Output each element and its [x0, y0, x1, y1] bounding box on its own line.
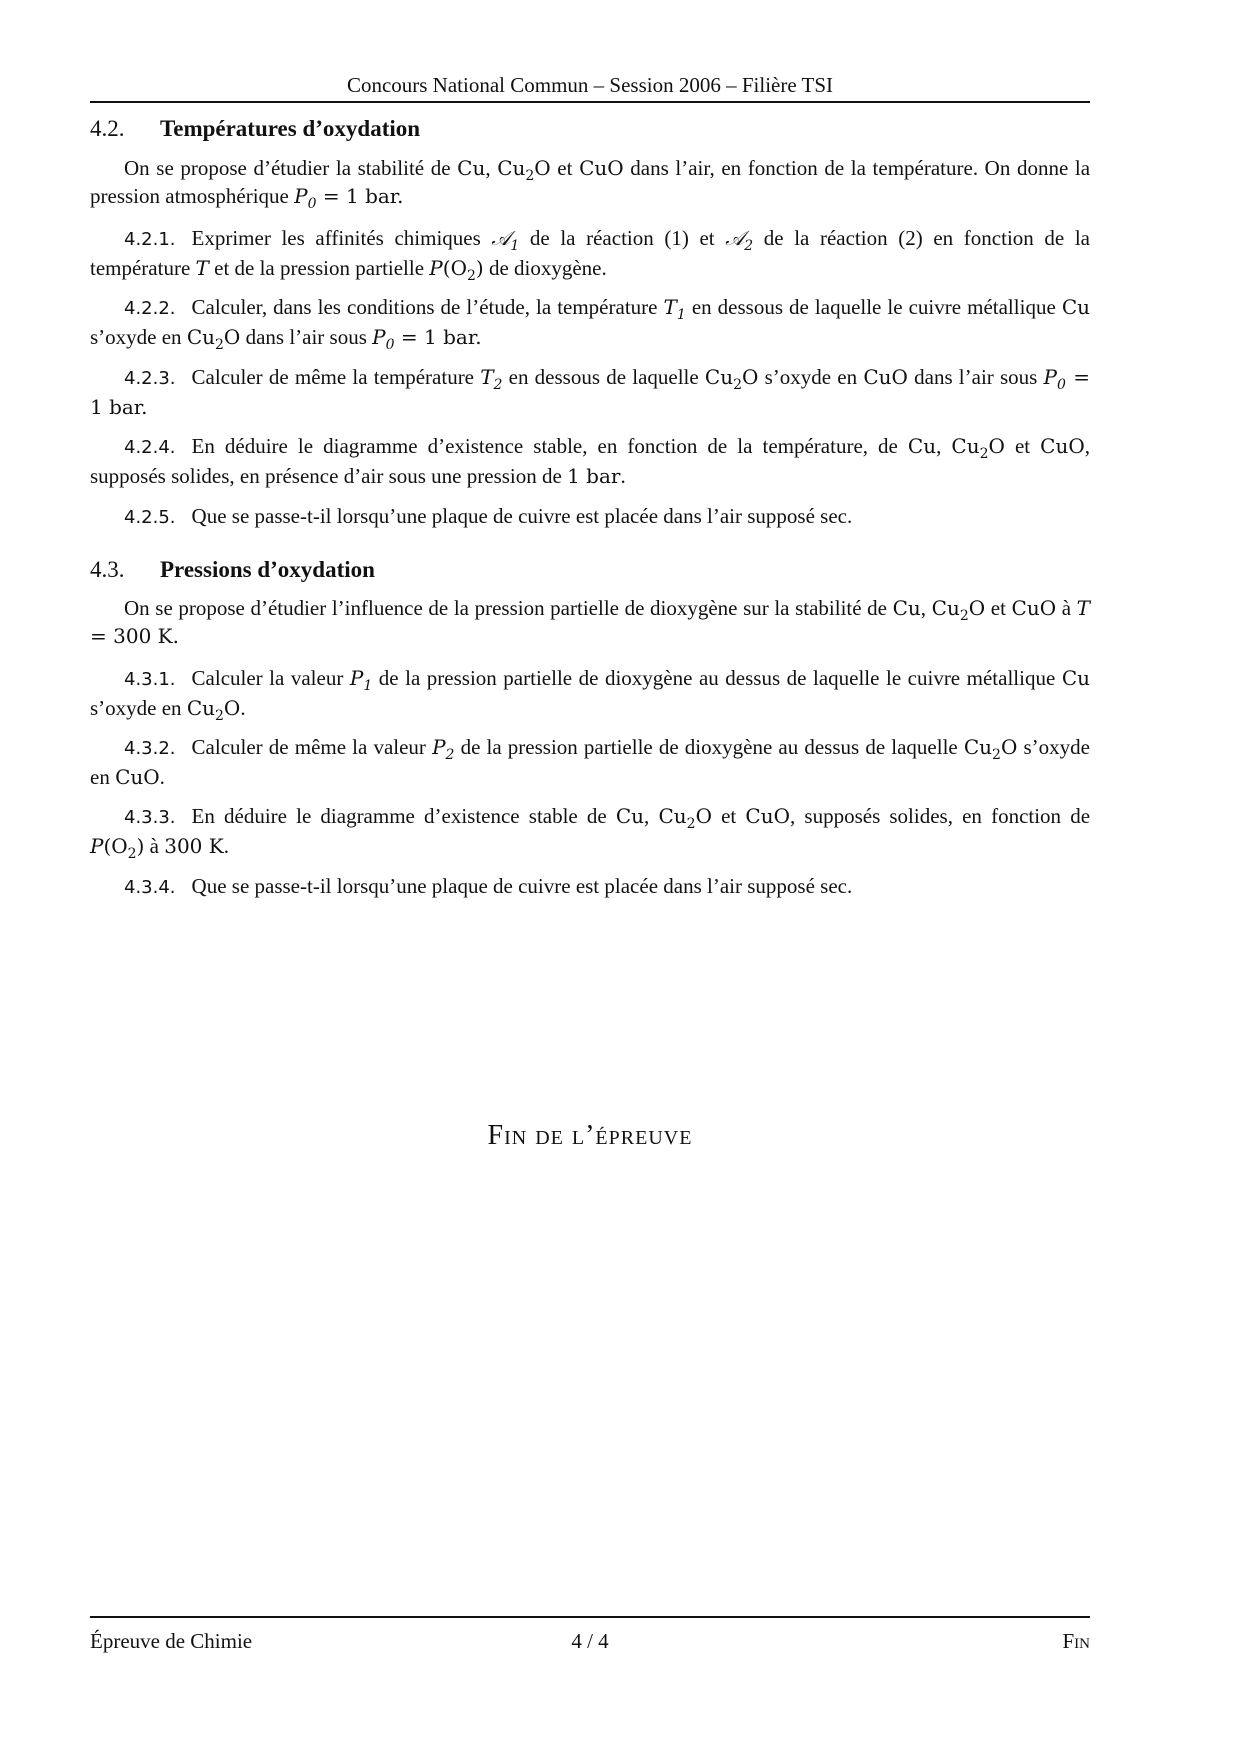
question-4-2-2: 4.2.2. Calculer, dans les conditions de l’étude, la température $T_1$ en dessous de laquelle le cuivre métallique Cu s’oxyde en $Cu_2O$ dans l’air sous $P_0 = 1$ bar.	[90, 295, 1090, 353]
header-rule	[90, 101, 1090, 103]
question-4-3-1: 4.3.1. Calculer la valeur $P_1$ de la pression partielle de dioxygène au dessus de laquelle le cuivre métallique Cu s’oxyde en $Cu_2O$.	[90, 666, 1090, 724]
question-number: 4.2.2.	[124, 298, 176, 319]
question-number: 4.3.4.	[124, 877, 176, 898]
page-number: 4 / 4	[571, 1629, 609, 1653]
question-number: 4.3.3.	[124, 807, 176, 828]
section-heading: Températures d’oxydation	[160, 116, 421, 141]
text: dans l’air, en fonction de la température. On donne la pression atmosphérique	[90, 156, 1091, 208]
section-4-2-title	[90, 114, 1090, 144]
question-4-3-4: 4.3.4. Que se passe-t-il lorsqu’une plaque de cuivre est placée dans l’air supposé sec.	[124, 874, 853, 898]
question-4-2-4: 4.2.4. En déduire le diagramme d’existence stable, en fonction de la température, de Cu, $Cu_2O$ et CuO, supposés solides, en présence d’air sous une pression de 1 bar.	[90, 434, 1091, 488]
section-4-2-intro: On se propose d’étudier la stabilité de Cu, $Cu_2O$ et CuO dans l’air, en fonction de la température. On donne la pression atmosphérique $P_0 = 1$ bar.	[90, 156, 1091, 212]
question-number: 4.2.3.	[124, 368, 176, 389]
formula: $Cu_2O$	[497, 156, 551, 184]
footer-subject: Épreuve de Chimie	[90, 1629, 253, 1653]
question-number: 4.2.4.	[124, 437, 176, 458]
question-number: 4.3.2.	[124, 738, 176, 759]
question-4-2-5: 4.2.5. Que se passe-t-il lorsqu’une plaque de cuivre est placée dans l’air supposé sec.	[124, 504, 853, 528]
question-4-3-3: 4.3.3. En déduire le diagramme d’existence stable de Cu, $Cu_2O$ et CuO, supposés solides, en fonction de $P(O_2)$ à 300 K.	[90, 804, 1091, 862]
section-4-3-intro: On se propose d’étudier l’influence de la pression partielle de dioxygène sur la stabilité de Cu, $Cu_2O$ et CuO à T = 300 K.	[90, 596, 1090, 648]
question-number: 4.2.5.	[124, 507, 176, 528]
math: = 1 bar.	[316, 184, 404, 208]
text: et	[550, 156, 580, 180]
question-4-2-1: 4.2.1. Exprimer les affinités chimiques 𝒜$_1$ de la réaction (1) et 𝒜$_2$ de la réaction (2) en fonction de la température T et de la pression partielle $P(O_2)$ de dioxygène.	[90, 226, 1091, 284]
question-4-2-3: 4.2.3. Calculer de même la température $T_2$ en dessous de laquelle $Cu_2O$ s’oxyde en CuO dans l’air sous $P_0 = 1$ bar.	[90, 365, 1090, 419]
page-header: Concours National Commun – Session 2006 – Filière TSI	[346, 73, 834, 97]
formula: CuO	[579, 156, 624, 180]
footer-rule	[90, 1616, 1090, 1618]
question-4-3-2: 4.3.2. Calculer de même la valeur $P_2$ de la pression partielle de dioxygène au dessus de laquelle $Cu_2O$ s’oxyde en CuO.	[90, 735, 1090, 789]
section-number: 4.2.	[90, 116, 125, 141]
end-of-exam-text: Fin de l’épreuve	[487, 1120, 693, 1151]
question-number: 4.3.1.	[124, 669, 176, 690]
section-heading: Pressions d’oxydation	[160, 557, 375, 582]
footer-end-mark: Fin	[1062, 1629, 1090, 1653]
question-number: 4.2.1.	[124, 229, 176, 250]
section-number: 4.3.	[90, 557, 125, 582]
page	[90, 0, 1090, 1754]
text: On se propose d’étudier la stabilité de	[124, 156, 458, 180]
formula: Cu	[457, 156, 486, 180]
section-4-3-title	[90, 555, 1090, 585]
math: $P_0$	[294, 184, 317, 212]
